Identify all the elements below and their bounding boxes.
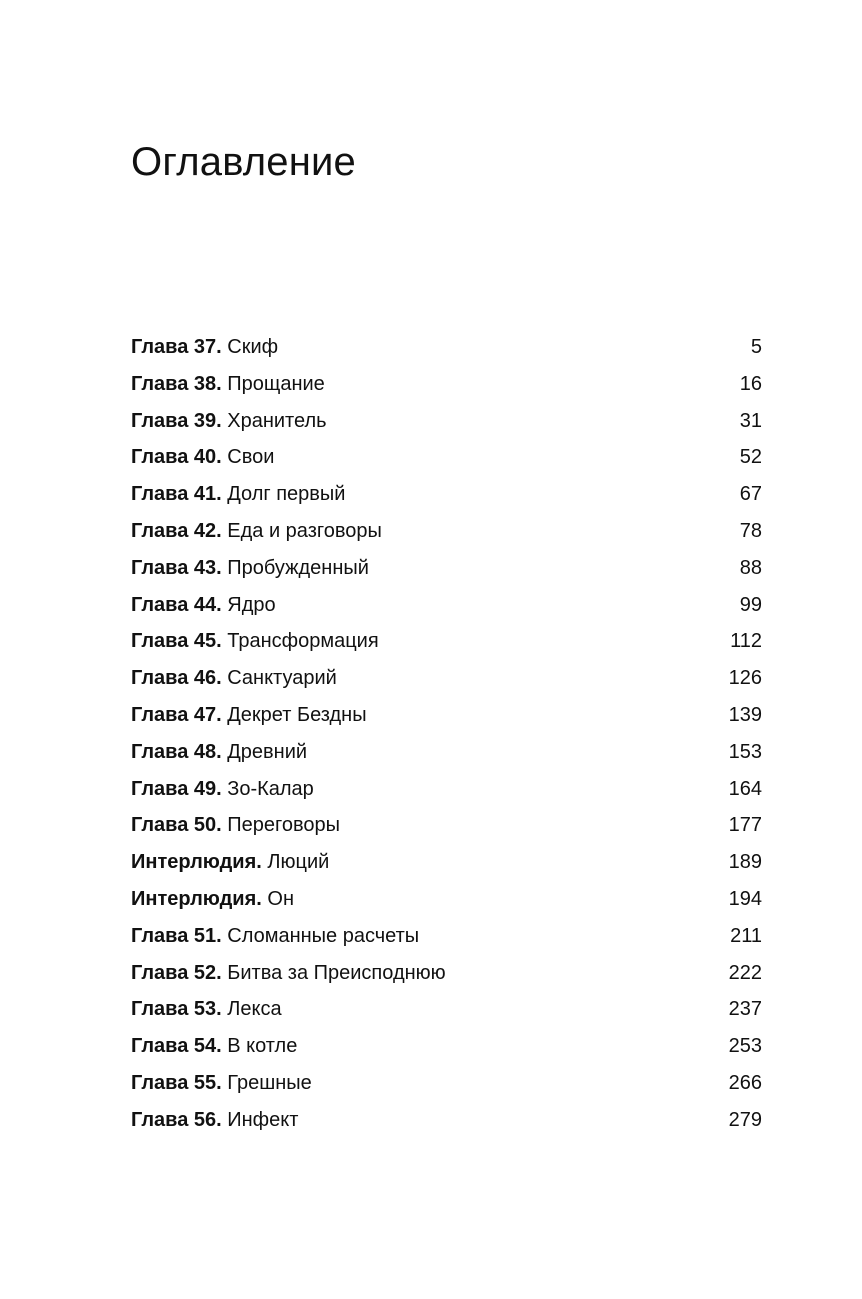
toc-entry-name: Еда и разговоры <box>227 519 382 542</box>
toc-entry <box>131 1106 762 1143</box>
toc-entry-page-number: 177 <box>728 814 762 837</box>
toc-entry-page-number: 88 <box>739 556 762 579</box>
toc-entry-heading <box>131 1106 298 1134</box>
toc-entry-heading <box>131 811 340 839</box>
toc-entry <box>131 407 762 444</box>
toc-entry-page-number: 139 <box>728 703 762 726</box>
toc-entry <box>131 959 762 996</box>
toc-entry <box>131 922 762 959</box>
toc-entry-label: Глава 54. <box>131 1035 222 1058</box>
toc-entry-name: Переговоры <box>227 814 340 837</box>
toc-entry <box>131 480 762 517</box>
toc-entry <box>131 664 762 701</box>
toc-entry-label: Глава 52. <box>131 961 222 984</box>
toc-entry <box>131 333 762 370</box>
toc-entry <box>131 701 762 738</box>
toc-entry <box>131 995 762 1032</box>
toc-entry-page-number: 16 <box>739 372 762 395</box>
toc-entry-heading <box>131 1032 297 1060</box>
toc-entry-heading <box>131 885 294 913</box>
toc-entry-label: Интерлюдия. <box>131 851 262 874</box>
toc-entry-page-number: 5 <box>750 336 762 358</box>
toc-entry-label: Интерлюдия. <box>131 887 262 910</box>
toc-entry-page-number: 253 <box>728 1035 762 1058</box>
toc-entry-name: Декрет Бездны <box>227 703 367 726</box>
toc-entry-heading <box>131 480 345 508</box>
toc-entry-page-number: 31 <box>739 409 762 432</box>
toc-entry-label: Глава 44. <box>131 593 222 616</box>
toc-entry-label: Глава 38. <box>131 372 222 395</box>
toc-entry-page-number: 164 <box>728 777 762 800</box>
toc-entry-name: Грешные <box>227 1071 312 1094</box>
toc-entry-label: Глава 37. <box>131 336 222 358</box>
toc-entry-page-number: 112 <box>730 630 762 653</box>
toc-entry <box>131 627 762 664</box>
toc-entry-heading <box>131 959 446 987</box>
toc-entry <box>131 811 762 848</box>
toc-entry-name: Ядро <box>227 593 276 616</box>
toc-entry <box>131 517 762 554</box>
toc-entry-name: Лекса <box>227 998 282 1021</box>
toc-entry-name: Битва за Преисподнюю <box>227 961 446 984</box>
toc-entry-page-number: 279 <box>728 1108 762 1131</box>
toc-entry-heading <box>131 701 367 729</box>
toc-entry-heading <box>131 664 337 692</box>
toc-entry-heading <box>131 627 379 655</box>
toc-entry-heading <box>131 554 369 582</box>
toc-entry-name: Хранитель <box>227 409 327 432</box>
toc-entry <box>131 554 762 591</box>
toc-entry-heading <box>131 333 278 361</box>
page-title: Оглавление <box>131 140 357 184</box>
toc-entry-heading <box>131 407 327 435</box>
toc-entry-label: Глава 49. <box>131 777 222 800</box>
toc-entry-name: Свои <box>227 446 275 469</box>
toc-entry <box>131 738 762 775</box>
toc-entry-label: Глава 41. <box>131 483 222 506</box>
toc-entry-page-number: 237 <box>728 998 762 1021</box>
toc-entry-heading <box>131 738 307 766</box>
toc-entry <box>131 775 762 812</box>
table-of-contents <box>131 333 762 1143</box>
toc-entry-name: Он <box>267 887 295 910</box>
toc-entry-name: Пробужденный <box>227 556 369 579</box>
toc-entry-heading <box>131 591 276 619</box>
toc-entry-page-number: 189 <box>728 851 762 874</box>
toc-entry-label: Глава 43. <box>131 556 222 579</box>
toc-entry-page-number: 78 <box>739 519 762 542</box>
toc-entry-heading <box>131 775 314 803</box>
toc-entry-name: Древний <box>227 740 308 763</box>
toc-entry-label: Глава 55. <box>131 1071 222 1094</box>
toc-entry-heading <box>131 995 282 1023</box>
toc-entry-heading <box>131 848 329 876</box>
toc-entry-page-number: 222 <box>728 961 762 984</box>
toc-entry-page-number: 126 <box>728 667 762 690</box>
toc-entry-name: Прощание <box>227 372 325 395</box>
toc-entry-name: Долг первый <box>227 483 346 506</box>
toc-entry <box>131 885 762 922</box>
toc-entry-name: Трансформация <box>227 630 379 653</box>
toc-entry-label: Глава 53. <box>131 998 222 1021</box>
toc-entry-label: Глава 51. <box>131 924 222 947</box>
toc-entry-name: Зо-Калар <box>227 777 314 800</box>
toc-entry-heading <box>131 922 419 950</box>
toc-entry-heading <box>131 370 325 398</box>
toc-entry <box>131 848 762 885</box>
toc-entry-name: Сломанные расчеты <box>227 924 420 947</box>
toc-entry-heading <box>131 1069 312 1097</box>
toc-entry <box>131 443 762 480</box>
toc-entry-label: Глава 47. <box>131 703 222 726</box>
toc-entry-page-number: 153 <box>728 740 762 763</box>
toc-entry-name: Скиф <box>227 336 279 358</box>
toc-entry-heading <box>131 443 274 471</box>
toc-entry-name: Люций <box>267 851 330 874</box>
toc-entry <box>131 1032 762 1069</box>
toc-entry-name: Санктуарий <box>227 667 337 690</box>
toc-entry-page-number: 52 <box>739 446 762 469</box>
toc-entry-page-number: 67 <box>739 483 762 506</box>
toc-entry-page-number: 211 <box>730 924 762 947</box>
toc-entry-label: Глава 46. <box>131 667 222 690</box>
toc-entry-label: Глава 45. <box>131 630 222 653</box>
toc-entry-heading <box>131 517 382 545</box>
toc-entry <box>131 370 762 407</box>
toc-entry-page-number: 194 <box>728 887 762 910</box>
toc-entry <box>131 591 762 628</box>
toc-entry-page-number: 266 <box>728 1071 762 1094</box>
toc-entry-name: В котле <box>227 1035 298 1058</box>
toc-entry <box>131 1069 762 1106</box>
toc-entry-page-number: 99 <box>739 593 762 616</box>
toc-entry-label: Глава 50. <box>131 814 222 837</box>
toc-entry-label: Глава 48. <box>131 740 222 763</box>
toc-entry-label: Глава 40. <box>131 446 222 469</box>
toc-entry-label: Глава 39. <box>131 409 222 432</box>
toc-entry-label: Глава 42. <box>131 519 222 542</box>
toc-entry-label: Глава 56. <box>131 1108 222 1131</box>
toc-entry-name: Инфект <box>227 1108 299 1131</box>
